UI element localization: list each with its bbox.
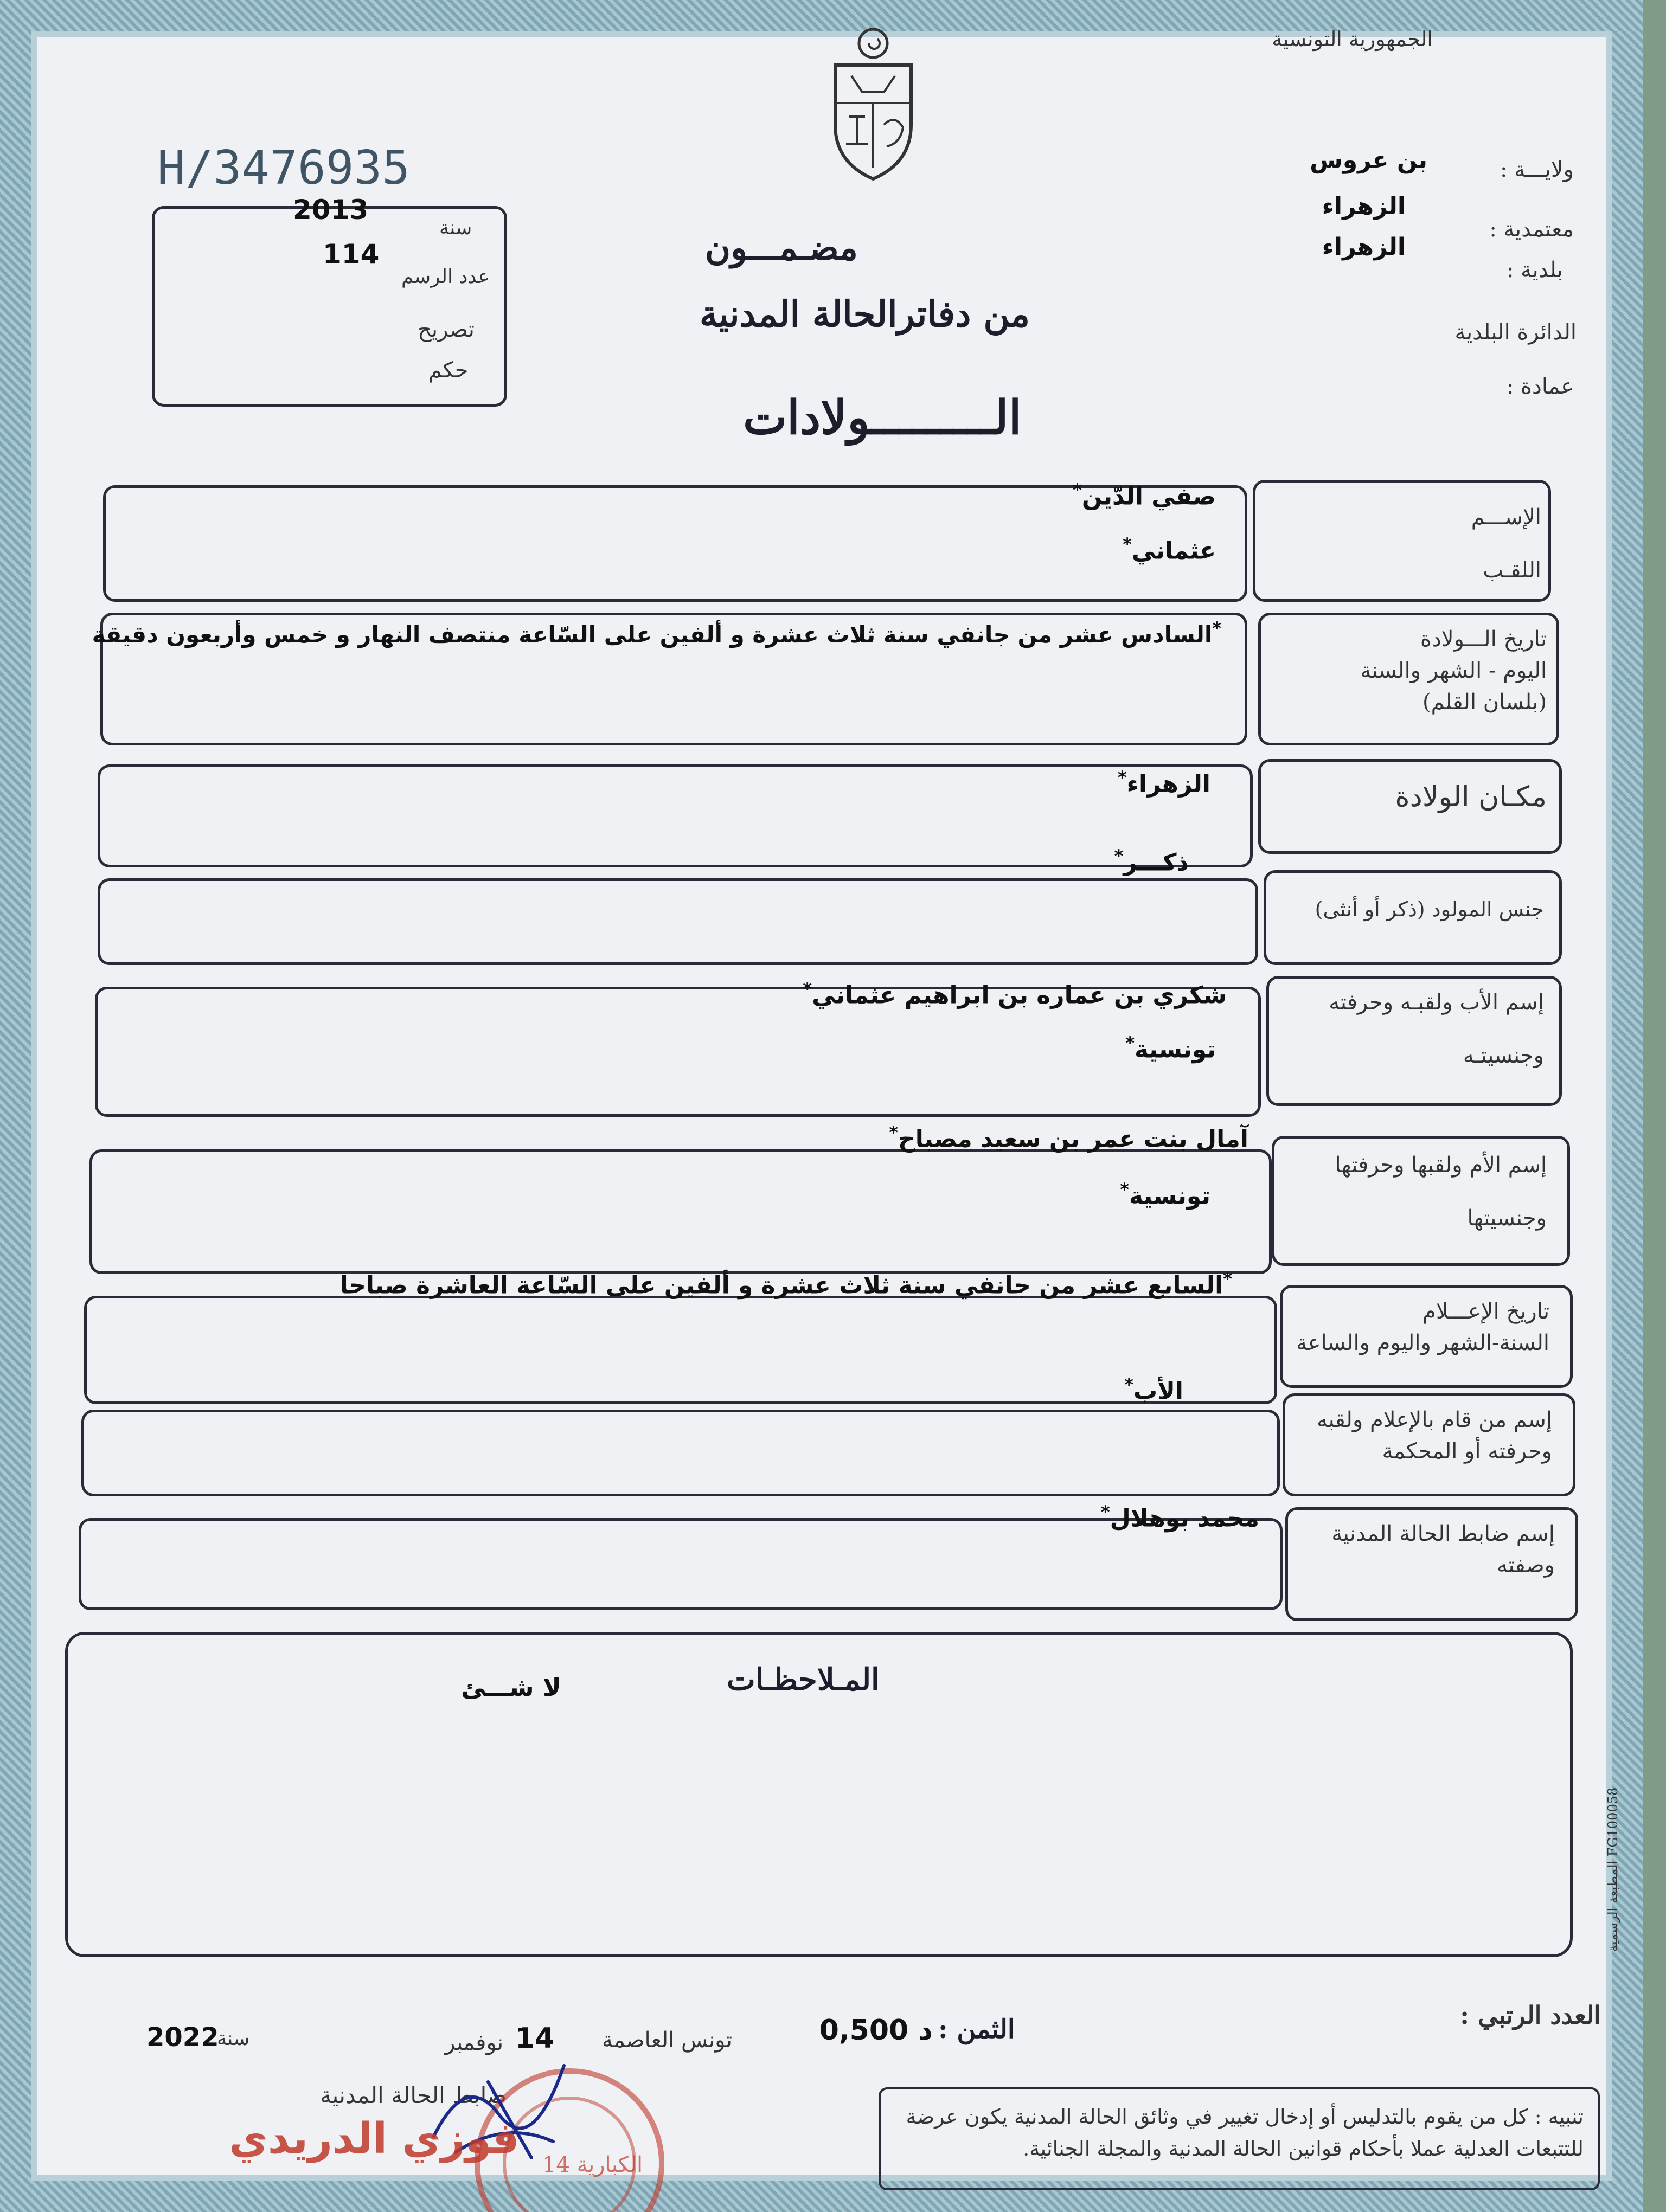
price-label: الثمن :	[938, 2014, 1015, 2044]
issue-city: تونس العاصمة	[602, 2028, 732, 2053]
municipality-value: الزهراء	[1322, 233, 1406, 261]
name-label	[1270, 501, 1541, 586]
birth-date-label-line3: (بلسان القلم)	[1422, 690, 1547, 715]
birth-date-label-line2: اليوم - الشهر والسنة	[1360, 658, 1547, 683]
declaration-date-value: *السابع عشر من جانفي سنة ثلاث عشرة و ألفين على السّاعة العاشرة صباحا	[339, 1269, 1232, 1300]
declarant-label-line2: وحرفته أو المحكمة	[1382, 1439, 1552, 1464]
declaration-date-label-line2: السنة-الشهر واليوم والساعة	[1296, 1330, 1549, 1355]
municipality-label: بلدية :	[1506, 258, 1563, 282]
document-title-line2: من دفاترالحالة المدنية	[700, 293, 1030, 335]
republic-title: الجمهورية التونسية	[1272, 27, 1433, 51]
municipal-circle-label: الدائرة البلدية	[1454, 320, 1577, 345]
declarant-label-line1: إسم من قام بالإعلام ولقبه	[1317, 1407, 1552, 1432]
issue-year-label: سنة	[217, 2028, 250, 2050]
mother-nationality-value: تونسية*	[1120, 1179, 1210, 1210]
father-label-line1: إسم الأب ولقبـه وحرفته	[1329, 990, 1544, 1015]
declaration-label: تصريح	[418, 317, 475, 342]
judgment-label: حكم	[428, 358, 469, 383]
sex-value: ذكـــر*	[1114, 846, 1189, 877]
wilaya-value: بن عروس	[1310, 146, 1427, 174]
birth-date-value: *السادس عشر من جانفي سنة ثلاث عشرة و ألفين على السّاعة منتصف النهار و خمس وأربعون دقيقة	[92, 618, 1221, 648]
remarks-label: المـلاحظـات	[727, 1662, 880, 1697]
name-label-line: الإســـم	[1471, 505, 1541, 530]
issue-day: 14	[515, 2022, 555, 2055]
officer-label-line1: إسم ضابط الحالة المدنية	[1331, 1521, 1555, 1546]
birth-place-value: الزهراء*	[1117, 767, 1210, 798]
notice-text: تنبيه : كل من يقوم بالتدليس أو إدخال تغيير في وثائق الحالة المدنية يكون عرضة للتتبعات العدلية عملا بأحكام قوانين الحالة المدنية والمجلة الجنائية.	[906, 2105, 1584, 2160]
registration-number-label: عدد الرسم	[401, 266, 490, 288]
issue-month: نوفمبر	[445, 2030, 504, 2055]
delegation-value: الزهراء	[1322, 192, 1406, 220]
wilaya-label: ولايـــة :	[1500, 157, 1574, 182]
sex-value-box	[98, 878, 1258, 965]
guilloche-border-left	[0, 0, 31, 2212]
father-label	[1273, 987, 1544, 1071]
remarks-value: لا شـــئ	[461, 1673, 561, 1702]
officer-label-line2: وصفته	[1496, 1553, 1555, 1578]
first-name-value: صفي الدّين*	[1073, 480, 1216, 511]
section-title: الـــــــــولادات	[743, 390, 1022, 445]
declarant-value: الأب*	[1124, 1374, 1183, 1405]
document-title-line1: مضـمـــون	[705, 228, 858, 268]
birth-place-value-box	[98, 764, 1253, 867]
printer-mark: المطبعة الرسمية FG100058	[1605, 1787, 1620, 1952]
omda-label: عمادة :	[1506, 374, 1574, 399]
serial-number: H/3476935	[157, 141, 410, 195]
registration-number-value: 114	[323, 239, 380, 270]
surname-label-line: اللقـب	[1483, 558, 1541, 583]
surname-value: عثماني*	[1123, 534, 1216, 565]
father-name-value: شكري بن عماره بن ابراهيم عثماني*	[803, 979, 1227, 1009]
officer-name-stamp: فوزي الدريدي	[229, 2114, 520, 2163]
mother-label-line1: إسم الأم ولقبها وحرفتها	[1335, 1153, 1547, 1178]
birth-date-label-line1: تاريخ الـــولادة	[1420, 627, 1547, 652]
coat-of-arms-emblem	[819, 22, 927, 184]
mother-value-box	[89, 1149, 1272, 1274]
sex-label: جنس المولود (ذكر أو أنثى)	[1315, 897, 1544, 921]
declarant-value-box	[81, 1410, 1280, 1496]
birth-place-label: مكـان الولادة	[1395, 781, 1547, 813]
officer-label	[1278, 1518, 1555, 1581]
officer-name-value: محمد بوهلال*	[1100, 1502, 1259, 1533]
serial-order-label: العدد الرتبي :	[1460, 2001, 1601, 2030]
declarant-label	[1276, 1404, 1552, 1467]
declaration-date-label-line1: تاريخ الإعـــلام	[1422, 1299, 1549, 1324]
year-value: 2013	[293, 194, 369, 226]
declaration-date-label	[1278, 1296, 1549, 1359]
issue-year-value: 2022	[146, 2022, 219, 2053]
declaration-date-value-box	[84, 1296, 1277, 1404]
price-value: 0,500 د	[819, 2014, 933, 2047]
stamp-text: الكبارية 14	[542, 2152, 643, 2177]
birth-date-label	[1265, 623, 1547, 718]
mother-label-line2: وجنسيتها	[1467, 1206, 1547, 1231]
mother-name-value: آمال بنت عمر بن سعيد مصباح*	[889, 1122, 1248, 1153]
delegation-label: معتمدية :	[1489, 217, 1574, 242]
mother-label	[1270, 1149, 1547, 1234]
year-label: سنة	[439, 217, 472, 239]
father-nationality-value: تونسية*	[1125, 1033, 1216, 1064]
father-label-line2: وجنسيتـه	[1463, 1043, 1544, 1068]
officer-title-footer: ضابط الحالة المدنية	[320, 2082, 507, 2108]
